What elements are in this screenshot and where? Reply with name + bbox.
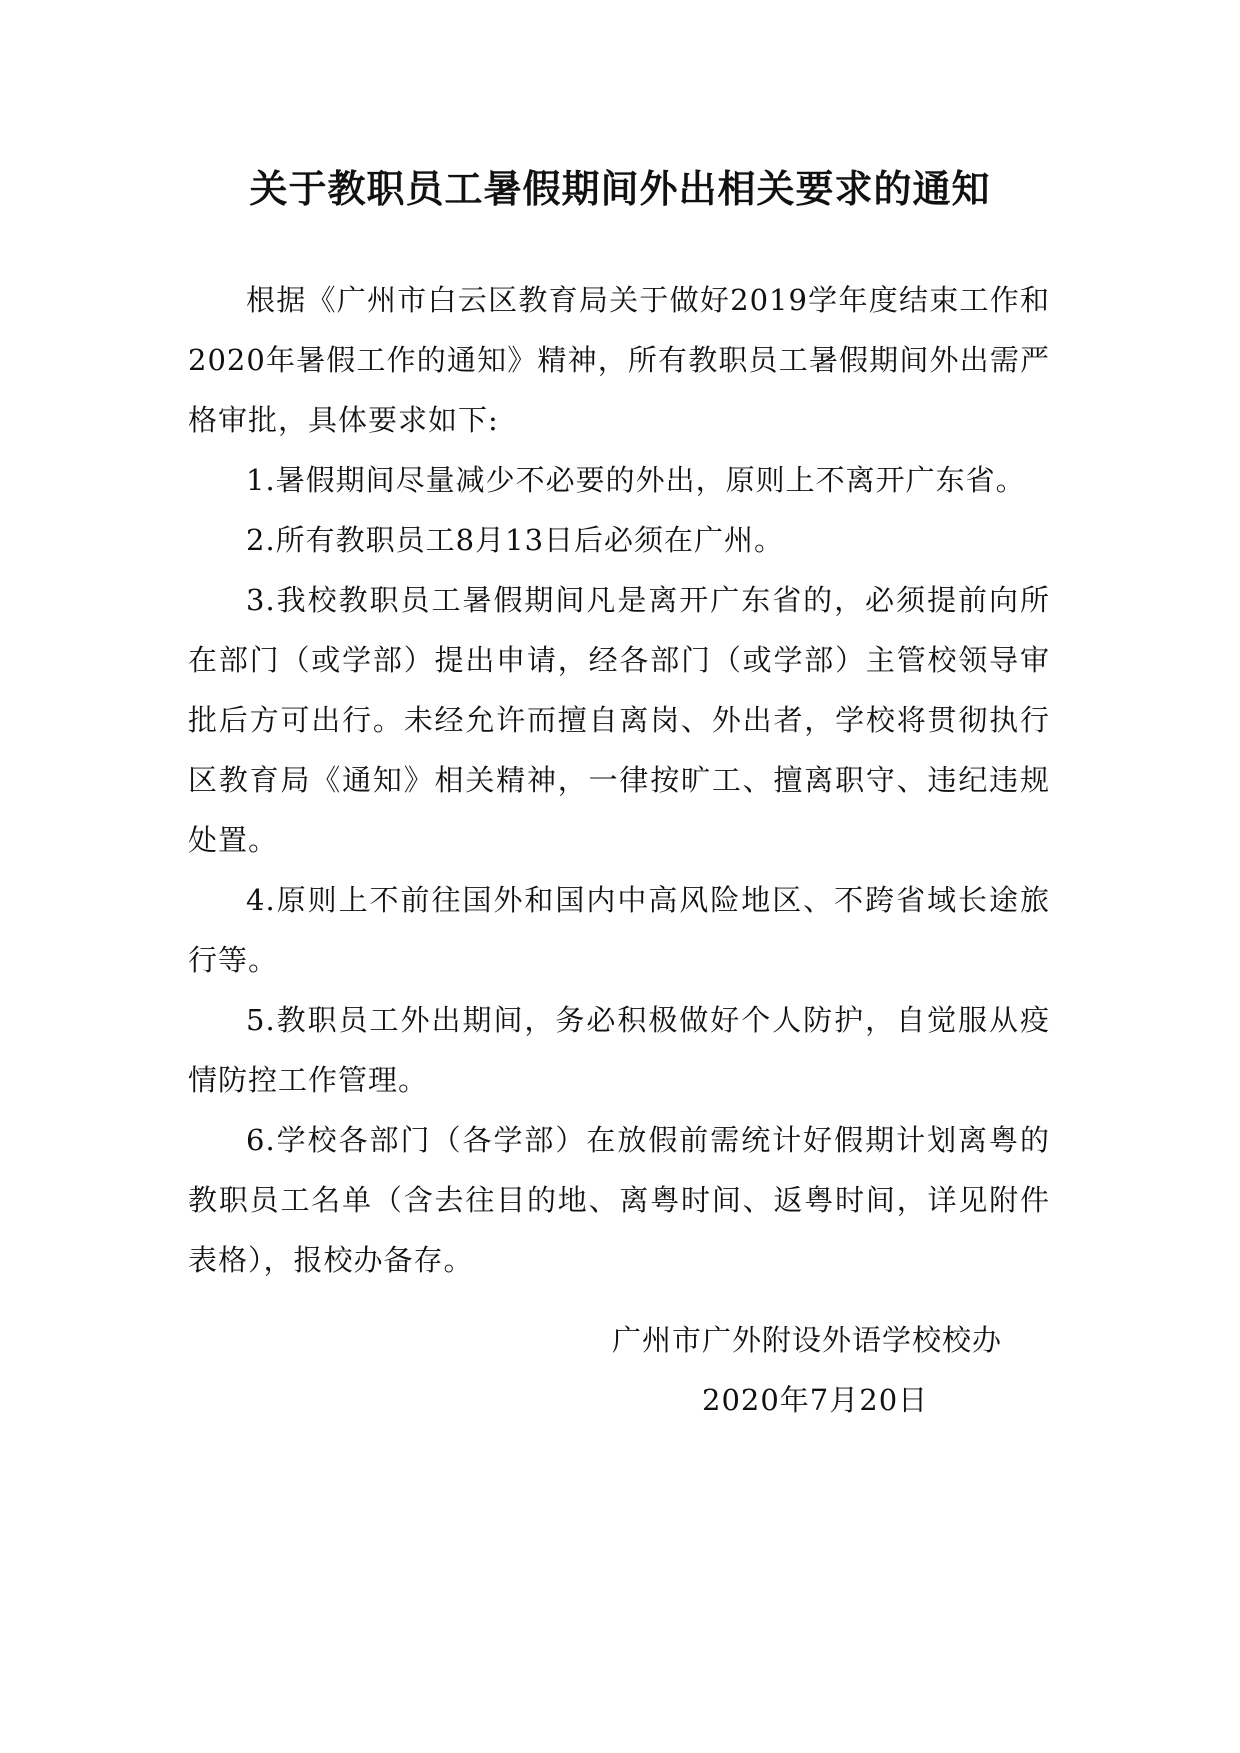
- requirement-item-3: 3.我校教职员工暑假期间凡是离开广东省的，必须提前向所在部门（或学部）提出申请，经各部门（或学部）主管校领导审批后方可出行。未经允许而擅自离岗、外出者，学校将贯彻执行区教育局《通知》相关精神，一律按旷工、擅离职守、违纪违规处置。: [188, 583, 1050, 857]
- intro-paragraph: 根据《广州市白云区教育局关于做好2019学年度结束工作和2020年暑假工作的通知》精神，所有教职员工暑假期间外出需严格审批，具体要求如下:: [188, 283, 1050, 437]
- document-title: 关于教职员工暑假期间外出相关要求的通知: [249, 167, 991, 211]
- requirement-item-6: 6.学校各部门（各学部）在放假前需统计好假期计划离粤的教职员工名单（含去往目的地、离粤时间、返粤时间，详见附件表格），报校办备存。: [188, 1123, 1050, 1277]
- requirement-item-5: 5.教职员工外出期间，务必积极做好个人防护，自觉服从疫情防控工作管理。: [188, 1003, 1050, 1097]
- requirement-item-1: 1.暑假期间尽量减少不必要的外出，原则上不离开广东省。: [246, 463, 1026, 497]
- requirement-item-4: 4.原则上不前往国外和国内中高风险地区、不跨省域长途旅行等。: [188, 883, 1050, 977]
- document-body: [188, 270, 1050, 1290]
- requirement-item-2: 2.所有教职员工8月13日后必须在广州。: [246, 523, 785, 557]
- signature-organization: 广州市广外附设外语学校校办: [612, 1323, 1003, 1357]
- signature-date: 2020年7月20日: [702, 1383, 929, 1417]
